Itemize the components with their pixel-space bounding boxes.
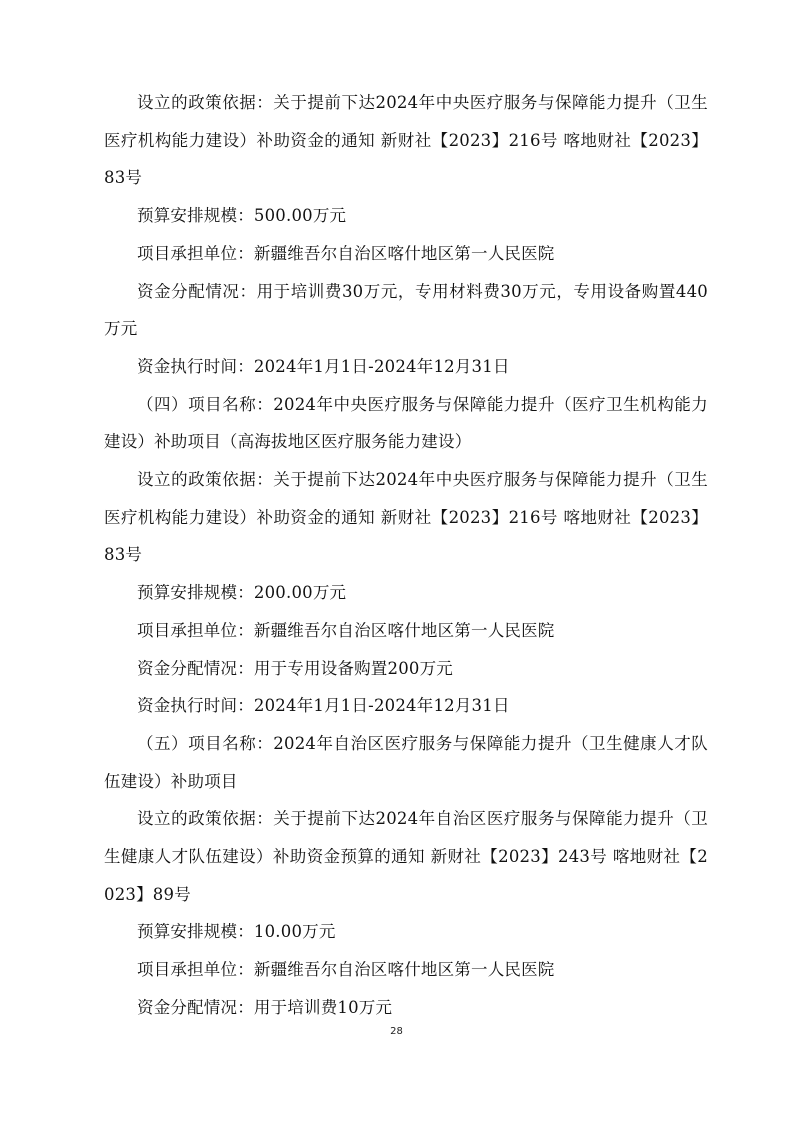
budget-scale-paragraph-3: 预算安排规模：10.00万元: [137, 922, 336, 942]
project-name-heading-5: （五）项目名称：2024年自治区医疗服务与保障能力提升（卫生健康人才队伍建设）补助项目: [104, 733, 708, 791]
fund-allocation-paragraph-3: 资金分配情况：用于培训费10万元: [137, 997, 393, 1017]
responsible-unit-paragraph-1: 项目承担单位：新疆维吾尔自治区喀什地区第一人民医院: [137, 243, 555, 263]
budget-scale-paragraph-1: 预算安排规模：500.00万元: [137, 206, 347, 226]
policy-basis-paragraph-3: 设立的政策依据：关于提前下达2024年自治区医疗服务与保障能力提升（卫生健康人才队伍建设）补助资金预算的通知 新财社【2023】243号 喀地财社【2023】89号: [104, 809, 708, 904]
fund-allocation-paragraph-2: 资金分配情况：用于专用设备购置200万元: [137, 658, 453, 678]
policy-basis-paragraph-2: 设立的政策依据：关于提前下达2024年中央医疗服务与保障能力提升（卫生医疗机构能力建设）补助资金的通知 新财社【2023】216号 喀地财社【2023】83号: [104, 470, 708, 565]
page-number: 28: [390, 1026, 403, 1037]
execution-time-paragraph-1: 资金执行时间：2024年1月1日-2024年12月31日: [137, 356, 510, 376]
responsible-unit-paragraph-2: 项目承担单位：新疆维吾尔自治区喀什地区第一人民医院: [137, 620, 555, 640]
project-name-heading-4: （四）项目名称：2024年中央医疗服务与保障能力提升（医疗卫生机构能力建设）补助项目（高海拔地区医疗服务能力建设）: [104, 394, 708, 452]
execution-time-paragraph-2: 资金执行时间：2024年1月1日-2024年12月31日: [137, 696, 510, 716]
policy-basis-paragraph-1: 设立的政策依据：关于提前下达2024年中央医疗服务与保障能力提升（卫生医疗机构能力建设）补助资金的通知 新财社【2023】216号 喀地财社【2023】83号: [104, 93, 708, 188]
responsible-unit-paragraph-3: 项目承担单位：新疆维吾尔自治区喀什地区第一人民医院: [137, 960, 555, 980]
document-body: [104, 84, 708, 1027]
fund-allocation-paragraph-1: 资金分配情况：用于培训费30万元，专用材料费30万元，专用设备购置440万元: [104, 281, 708, 339]
budget-scale-paragraph-2: 预算安排规模：200.00万元: [137, 583, 347, 603]
